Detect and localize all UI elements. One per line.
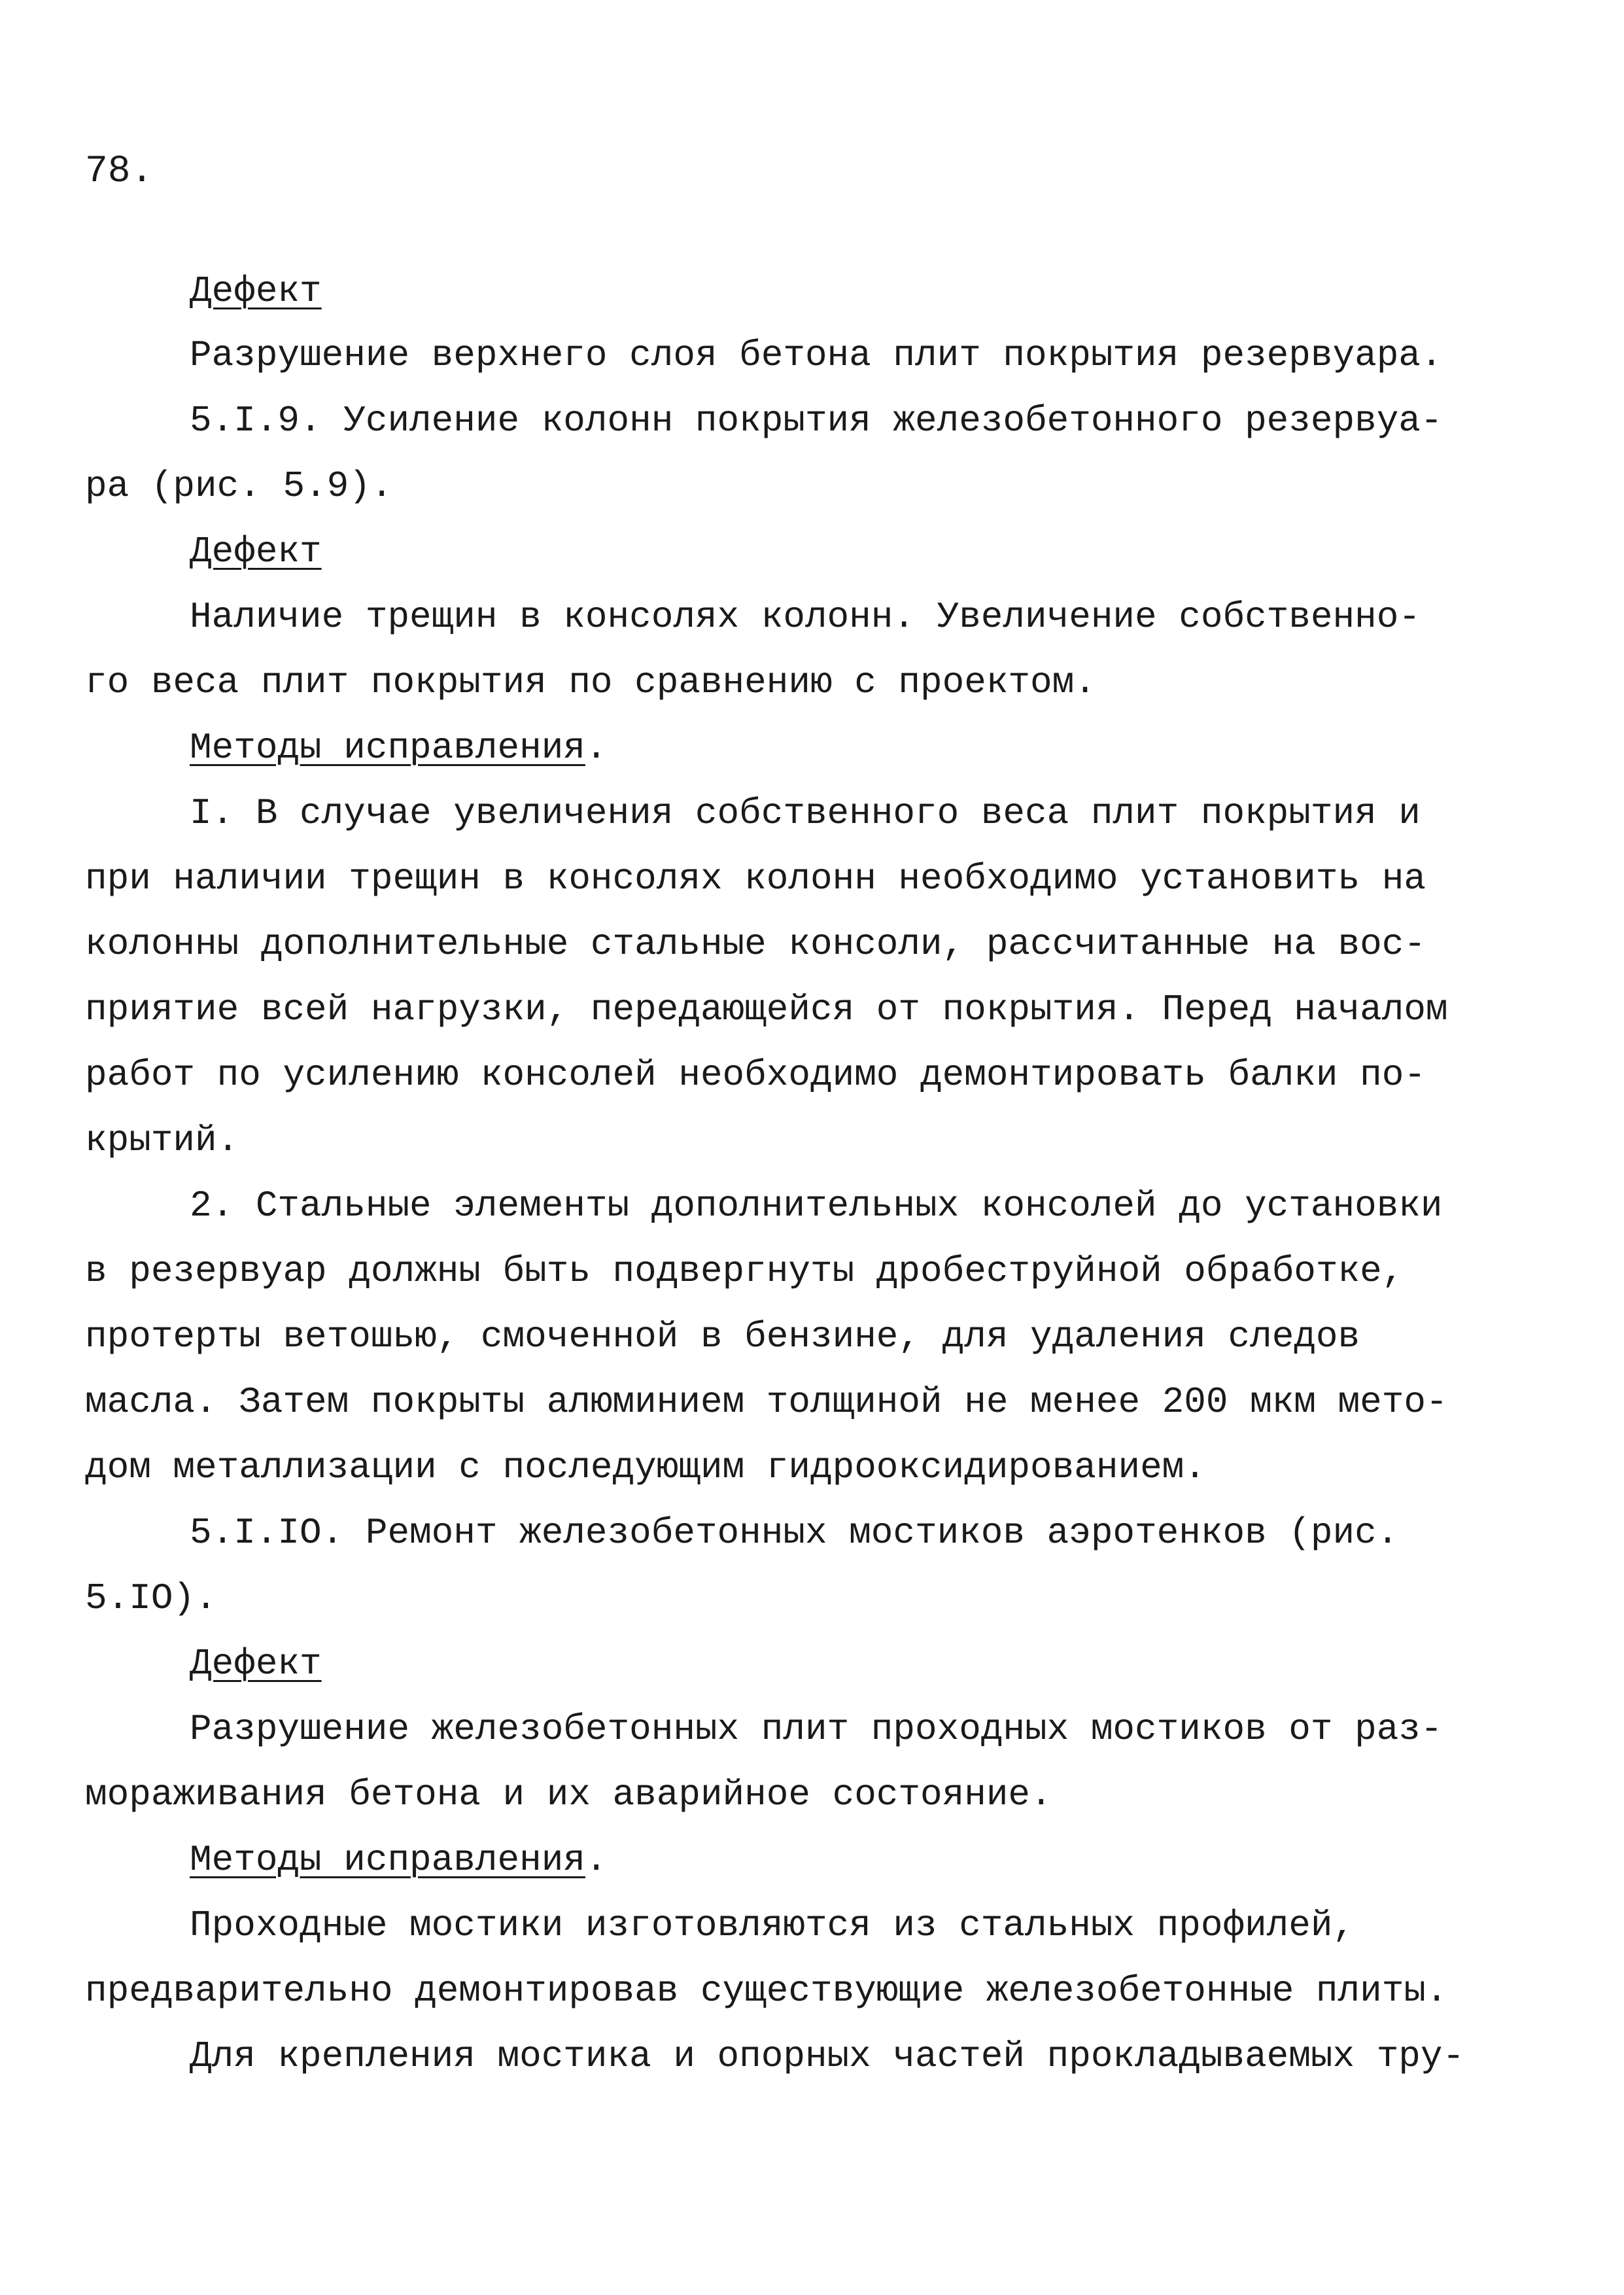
text-line: Разрушение верхнего слоя бетона плит покрытия резервуара.: [190, 334, 1443, 376]
text-line: при наличии трещин в консолях колонн необходимо установить на: [85, 858, 1426, 900]
text-line: масла. Затем покрыты алюминием толщиной не менее 200 мкм мето-: [85, 1381, 1448, 1423]
defect-heading-3: [190, 1641, 322, 1687]
methods-heading-2-period: .: [585, 1839, 608, 1881]
text-line: го веса плит покрытия по сравнению с проектом.: [85, 661, 1096, 703]
text-line: I. В случае увеличения собственного веса плит покрытия и: [190, 792, 1421, 834]
methods-heading-1-text: Методы исправления: [190, 727, 585, 769]
defect-heading-1-text: Дефект: [190, 270, 322, 312]
text-line: работ по усилению консолей необходимо демонтировать балки по-: [85, 1054, 1426, 1096]
text-line: протерты ветошью, смоченной в бензине, для удаления следов: [85, 1316, 1360, 1358]
text-line: в резервуар должны быть подвергнуты дробеструйной обработке,: [85, 1250, 1404, 1292]
methods-heading-1: [190, 725, 608, 771]
text-line: Для крепления мостика и опорных частей прокладываемых тру-: [190, 2035, 1465, 2077]
text-line: Проходные мостики изготовляются из стальных профилей,: [190, 1904, 1355, 1946]
methods-heading-2: [190, 1837, 608, 1883]
defect-heading-2: [190, 529, 322, 574]
text-line: 2. Стальные элементы дополнительных консолей до установки: [190, 1185, 1443, 1227]
text-line: крытий.: [85, 1119, 239, 1161]
text-line: Наличие трещин в консолях колонн. Увеличение собственно-: [190, 596, 1421, 638]
text-line: колонны дополнительные стальные консоли, рассчитанные на вос-: [85, 923, 1426, 965]
text-line: приятие всей нагрузки, передающейся от покрытия. Перед началом: [85, 989, 1448, 1030]
section-5-1-10-title: 5.I.IO. Ремонт железобетонных мостиков аэротенков (рис.: [190, 1512, 1399, 1554]
text-line: мораживания бетона и их аварийное состояние.: [85, 1774, 1052, 1815]
methods-heading-2-text: Методы исправления: [190, 1839, 585, 1881]
methods-heading-1-period: .: [585, 727, 608, 769]
defect-heading-1: [190, 268, 322, 314]
defect-heading-2-text: Дефект: [190, 531, 322, 572]
text-line: ра (рис. 5.9).: [85, 465, 393, 507]
defect-heading-3-text: Дефект: [190, 1643, 322, 1685]
section-5-1-9-title: 5.I.9. Усиление колонн покрытия железобетонного резервуа-: [190, 400, 1443, 442]
page-number: 78.: [85, 150, 154, 193]
text-line: 5.IO).: [85, 1577, 217, 1619]
text-line: предварительно демонтировав существующие железобетонные плиты.: [85, 1970, 1448, 2012]
text-line: Разрушение железобетонных плит проходных мостиков от раз-: [190, 1708, 1443, 1750]
text-line: дом металлизации с последующим гидрооксидированием.: [85, 1446, 1206, 1488]
